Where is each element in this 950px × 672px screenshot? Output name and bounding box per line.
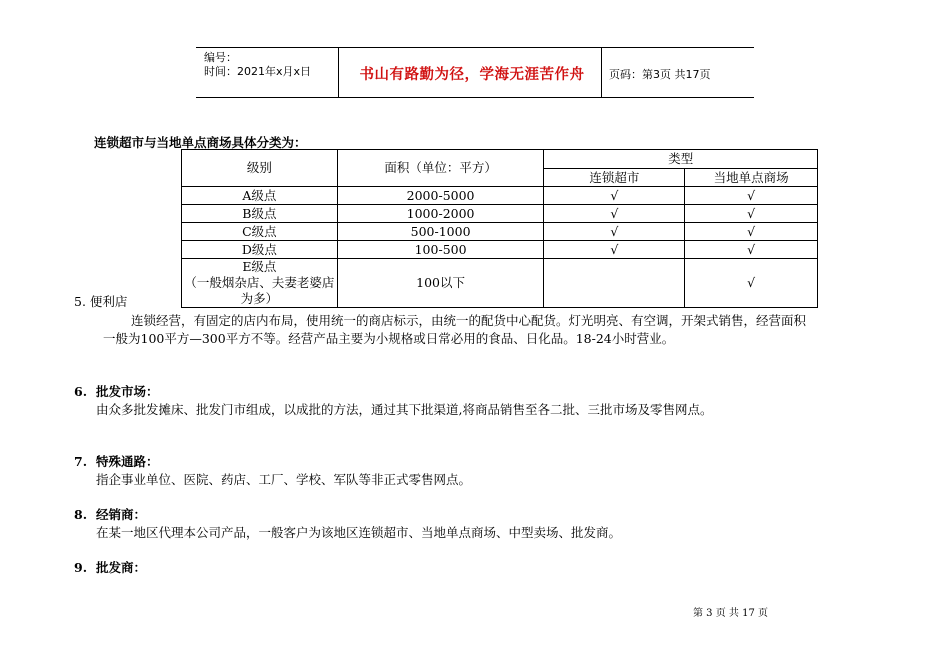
table-row [182, 241, 818, 259]
cell-level [182, 259, 338, 308]
cell-local: √ [685, 241, 818, 259]
table-row [182, 259, 818, 308]
cell-level: D级点 [182, 241, 338, 259]
section-6-body: 由众多批发摊床、批发门市组成，以成批的方法，通过其下批渠道,将商品销售至各二批、三批市场及零售网点。 [96, 402, 713, 417]
header-type: 类型 [544, 150, 818, 169]
serial-label: 编号： [204, 51, 237, 64]
cell-area: 500-1000 [337, 223, 544, 241]
section-6-heading: 批发市场： [96, 384, 159, 399]
header-page-code: 页码：第3页 共17页 [609, 68, 711, 81]
cell-chain: √ [544, 241, 685, 259]
section-9-heading: 批发商： [96, 560, 147, 575]
section-7-body: 指企事业单位、医院、药店、工厂、学校、军队等非正式零售网点。 [96, 472, 472, 487]
section-8-number: 8. [74, 507, 88, 522]
section-8-body: 在某一地区代理本公司产品，一般客户为该地区连锁超市、当地单点商场、中型卖场、批发商。 [96, 525, 622, 540]
section-6-number: 6. [74, 384, 88, 399]
section-8-heading: 经销商： [96, 507, 147, 522]
section-7-heading: 特殊通路： [96, 454, 159, 469]
cell-area: 100以下 [337, 259, 544, 308]
cell-area: 2000-5000 [337, 187, 544, 205]
cell-level: C级点 [182, 223, 338, 241]
cell-level-text: E级点 [242, 259, 277, 274]
cell-local: √ [685, 259, 818, 308]
cell-level: B级点 [182, 205, 338, 223]
table-title: 连锁超市与当地单点商场具体分类为： [94, 135, 307, 150]
section-5-line1: 连锁经营，有固定的店内布局，使用统一的商店标示，由统一的配货中心配货。灯光明亮、有空调，开架式销售，经营面积 [131, 313, 807, 328]
cell-area: 100-500 [337, 241, 544, 259]
section-5-line2: 一般为100平方—300平方不等。经营产品主要为小规格或日常必用的食品、日化品。18-24小时营业。 [103, 331, 675, 346]
page-header [196, 47, 754, 98]
cell-chain [544, 259, 685, 308]
cell-chain: √ [544, 205, 685, 223]
table-row [182, 205, 818, 223]
section-9-number: 9. [74, 560, 88, 575]
cell-chain: √ [544, 223, 685, 241]
cell-chain: √ [544, 187, 685, 205]
header-area: 面积（单位：平方） [337, 150, 544, 187]
cell-level-note: （一般烟杂店、夫妻老婆店为多） [184, 275, 335, 306]
table-row [182, 187, 818, 205]
header-chain: 连锁超市 [544, 169, 685, 187]
cell-local: √ [685, 187, 818, 205]
table-row [182, 223, 818, 241]
cell-area: 1000-2000 [337, 205, 544, 223]
table-header-row [182, 150, 818, 169]
section-7-number: 7. [74, 454, 88, 469]
header-local: 当地单点商场 [685, 169, 818, 187]
section-5-heading: 5. 便利店 [74, 294, 128, 309]
cell-level: A级点 [182, 187, 338, 205]
page-footer: 第 3 页 共 17 页 [693, 608, 768, 619]
time-line: 时间：2021年x月x日 [204, 65, 312, 78]
classification-table [181, 149, 818, 308]
header-meta [204, 51, 311, 79]
header-level: 级别 [182, 150, 338, 187]
cell-local: √ [685, 223, 818, 241]
header-divider [338, 48, 339, 97]
cell-local: √ [685, 205, 818, 223]
header-motto: 书山有路勤为径，学海无涯苦作舟 [359, 67, 585, 83]
